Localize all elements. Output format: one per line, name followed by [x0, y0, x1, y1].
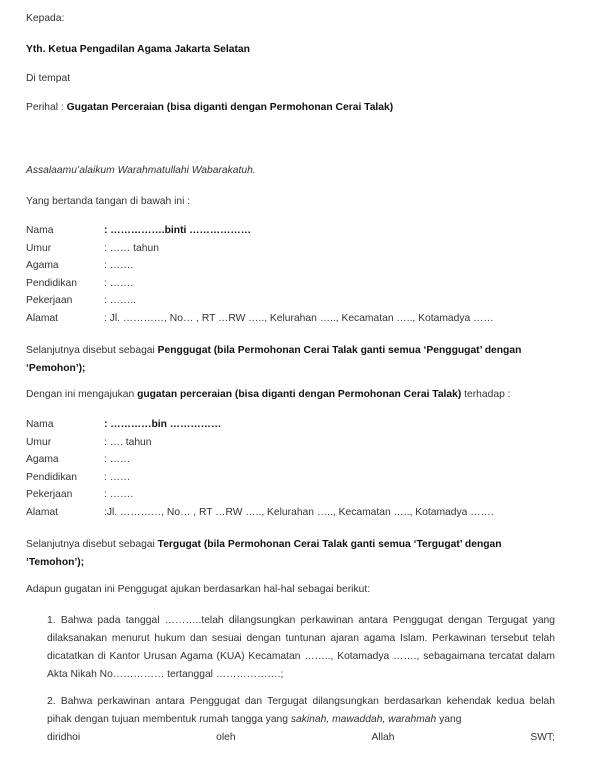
field-value: : ……. — [104, 260, 134, 271]
location-line: Di tempat — [26, 73, 71, 84]
defendant-designation: Selanjutnya disebut sebagai Tergugat (bila Permohonan Cerai Talak ganti semua ‘Tergugat’ dengan ‘Temohon’); — [26, 539, 502, 568]
subject-line — [26, 102, 393, 113]
field-value: : …… — [104, 471, 131, 483]
field-label: Pekerjaan — [26, 295, 73, 306]
field-value: : …… — [104, 454, 131, 465]
greeting: Assalaamu’alaikum Warahmatullahi Wabarakatuh. — [26, 165, 256, 176]
subject-label: Perihal : — [26, 102, 67, 113]
field-value: : …. tahun — [104, 436, 152, 448]
lawsuit-statement: Dengan ini mengajukan gugatan perceraian (bisa diganti dengan Permohonan Cerai Talak) terhadap : — [26, 389, 511, 400]
field-label: Alamat — [26, 312, 59, 324]
intro-text: Yang bertanda tangan di bawah ini : — [26, 196, 191, 207]
recipient-label: Kepada: — [26, 13, 65, 24]
field-label: Pekerjaan — [26, 489, 73, 500]
plaintiff-field-umur — [26, 243, 159, 254]
defendant-field-agama — [26, 454, 130, 465]
field-value: : …….. — [104, 295, 137, 306]
plaintiff-field-pendidikan — [26, 278, 133, 289]
point-2: 2. Bahwa perkawinan antara Penggugat dan Tergugat dilangsungkan berdasarkan kehendak kedua belah pihak dengan tujuan membentuk rumah tangga yang sakinah, mawaddah, warahmah yang — [47, 696, 555, 725]
field-label: Umur — [26, 436, 52, 448]
point-1: 1. Bahwa pada tanggal ………..telah dilangsungkan perkawinan antara Penggugat dengan Tergugat yang dilaksanakan menurut hukum dan sesuai dengan tuntunan ajaran agama Islam. Perkawinan tersebut telah dicatatkan di Kantor Urusan Agama (KUA) Kecamatan …….., Kotamadya ……., sebagaimana tercatat dalam Akta Nikah No…………… tertanggal ……………….; — [47, 615, 555, 680]
defendant-field-pendidikan — [26, 472, 130, 483]
subject-value: Gugatan Perceraian (bisa diganti dengan Permohonan Cerai Talak) — [66, 102, 394, 113]
defendant-field-umur — [26, 437, 152, 448]
defendant-field-alamat — [26, 507, 494, 518]
plaintiff-designation: Selanjutnya disebut sebagai Penggugat (bila Permohonan Cerai Talak ganti semua ‘Penggugat’ dengan ‘Pemohon’); — [26, 345, 522, 374]
point-2-word: Allah — [371, 732, 395, 743]
field-label: Pendidikan — [26, 277, 77, 289]
field-label: Alamat — [26, 506, 59, 518]
point-2-word: oleh — [216, 732, 236, 743]
point-2-word: diridhoi — [47, 732, 81, 743]
field-label: Nama — [26, 225, 54, 236]
recipient-name: Yth. Ketua Pengadilan Agama Jakarta Selatan — [26, 44, 250, 55]
plaintiff-field-pekerjaan — [26, 295, 136, 306]
point-2-last-line — [47, 729, 555, 747]
field-label: Agama — [26, 260, 59, 271]
field-label: Umur — [26, 242, 52, 254]
defendant-field-pekerjaan — [26, 489, 133, 500]
field-value: : …………….binti ……………… — [104, 225, 252, 236]
plaintiff-field-agama — [26, 260, 133, 271]
field-value: : ……. — [104, 489, 134, 500]
field-label: Agama — [26, 454, 59, 465]
plaintiff-field-alamat — [26, 313, 494, 324]
field-value: : …… tahun — [104, 242, 159, 254]
field-value: : …………bin …………… — [104, 419, 222, 430]
point-2-word: SWT; — [530, 732, 555, 743]
grounds-intro: Adapun gugatan ini Penggugat ajukan berdasarkan hal-hal sebagai berikut: — [26, 584, 371, 595]
field-label: Pendidikan — [26, 471, 77, 483]
field-value: : Jl. …………, No… , RT …RW ….., Kelurahan ….., Kecamatan ….., Kotamadya …… — [104, 312, 494, 324]
plaintiff-field-nama — [26, 225, 251, 236]
field-value: :Jl. …………, No… , RT …RW ….., Kelurahan ….., Kecamatan ….., Kotamadya ……. — [104, 506, 494, 518]
defendant-field-nama — [26, 419, 221, 430]
field-label: Nama — [26, 419, 54, 430]
field-value: : ……. — [104, 277, 134, 289]
